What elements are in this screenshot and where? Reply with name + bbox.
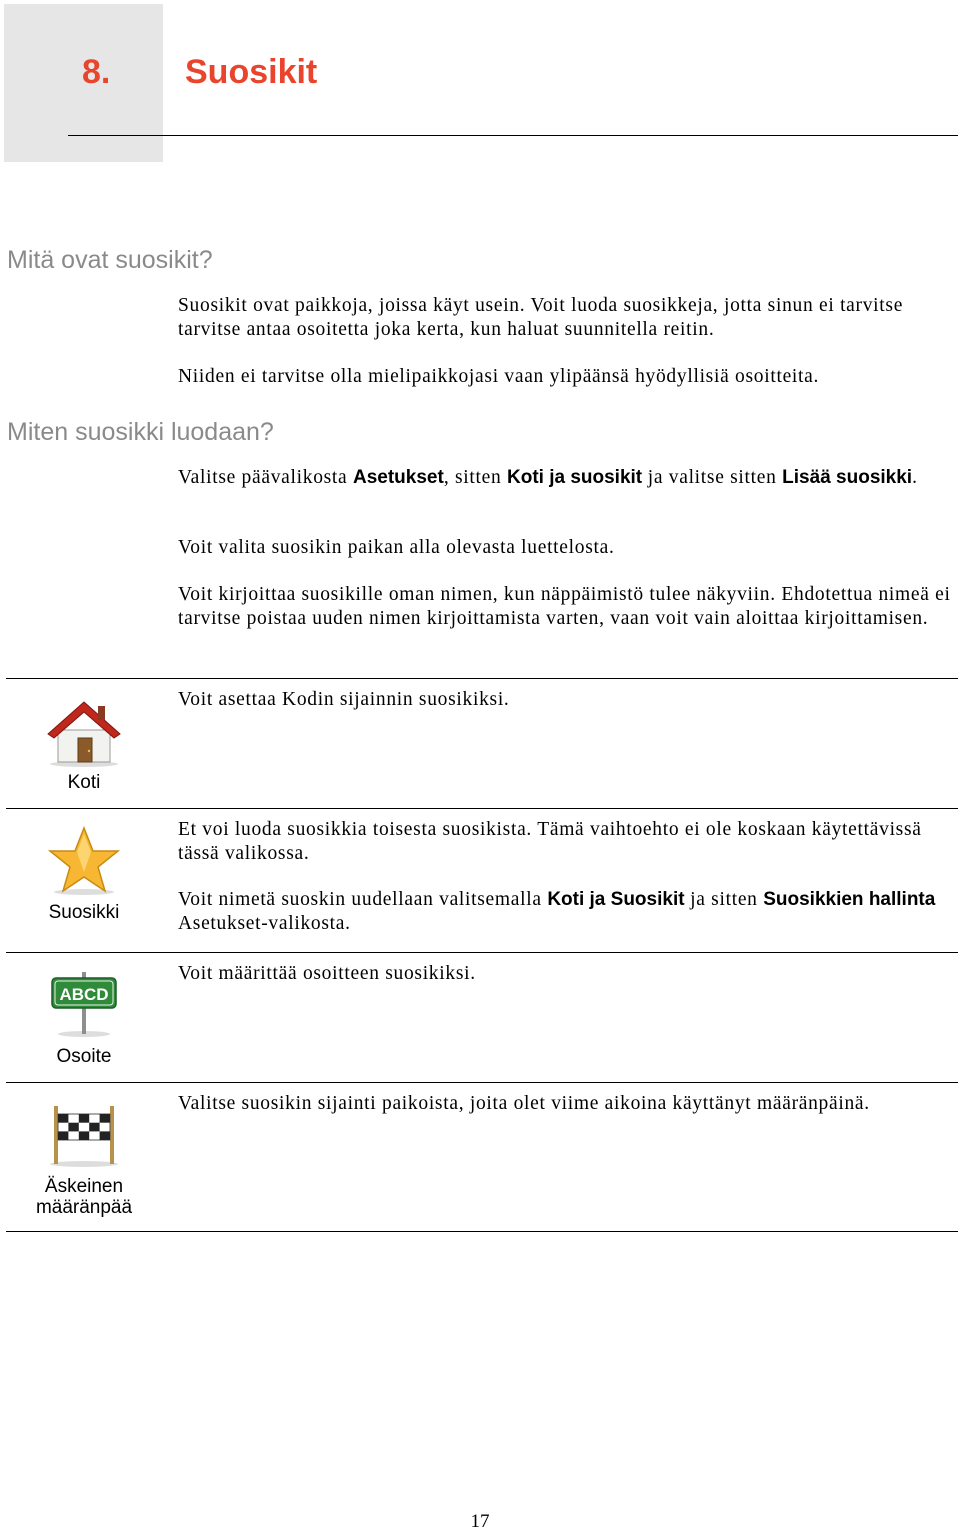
house-icon [34,696,134,773]
instruction-text: Valitse päävalikosta [178,467,353,488]
instruction-text: , sitten [443,467,507,488]
option-text-koti: Voit asettaa Kodin sijainnin suosikiksi. [178,689,510,710]
rename-text: ja sitten [684,889,764,910]
address-sign-icon [34,970,134,1043]
table-divider [6,952,958,953]
option-label-osoite: Osoite [56,1046,112,1067]
rename-text: Voit nimetä suoskin uudellaan valitsemalla [178,889,548,910]
option-text-suosikki-rename [178,888,953,936]
star-icon [34,826,134,901]
paragraph-instructions [178,466,953,490]
label-line: Äskeinen [44,1176,124,1197]
menu-term-home-favourites: Koti ja suosikit [507,467,643,488]
menu-term-home-favourites: Koti ja Suosikit [547,889,685,910]
paragraph-intro: Suosikit ovat paikkoja, joissa käyt usein. Voit luoda suosikkeja, jotta sinun ei tarvitse tarvitse antaa osoitetta joka kerta, kun haluat suunnitella reitin. [178,295,904,340]
sign-text: ABCD [59,985,109,1004]
section-heading-what: Mitä ovat suosikit? [7,246,213,274]
label-line: määränpää [35,1197,133,1218]
instruction-text: ja valitse sitten [642,467,783,488]
option-label-suosikki: Suosikki [48,902,120,923]
menu-term-manage-favourites: Suosikkien hallinta [763,889,936,910]
checkered-flag-icon [34,1100,134,1173]
page-number: 17 [470,1511,490,1532]
chapter-divider [68,135,958,136]
option-text-suosikki: Et voi luoda suosikkia toisesta suosikista. Tämä vaihtoehto ei ole koskaan käytettävissä tässä valikossa. [178,819,922,864]
paragraph-naming: Voit kirjoittaa suosikille oman nimen, kun näppäimistö tulee näkyviin. Ehdotettua nimeä ei tarvitse poistaa uuden nimen kirjoittamista varten, vaan voit vain aloittaa kirjoittamisen. [178,584,951,629]
table-divider [6,1082,958,1083]
paragraph-choose-list: Voit valita suosikin paikan alla olevasta luettelosta. [178,537,615,558]
rename-text: Asetukset-valikosta. [178,913,351,934]
option-label-recent-destination [20,1176,148,1218]
chapter-number: 8. [82,53,111,91]
table-divider [6,678,958,679]
table-divider [6,808,958,809]
menu-term-add-favourite: Lisää suosikki [782,467,913,488]
section-heading-how: Miten suosikki luodaan? [7,418,274,446]
instruction-text: . [912,467,918,488]
table-divider [6,1231,958,1232]
option-label-koti: Koti [67,772,101,793]
menu-term-settings: Asetukset [353,467,444,488]
paragraph-useful: Niiden ei tarvitse olla mielipaikkojasi vaan ylipäänsä hyödyllisiä osoitteita. [178,366,820,387]
chapter-title: Suosikit [185,53,318,91]
option-text-recent-destination: Valitse suosikin sijainti paikoista, joita olet viime aikoina käyttänyt määränpäinä. [178,1093,870,1114]
option-text-osoite: Voit määrittää osoitteen suosikiksi. [178,963,476,984]
